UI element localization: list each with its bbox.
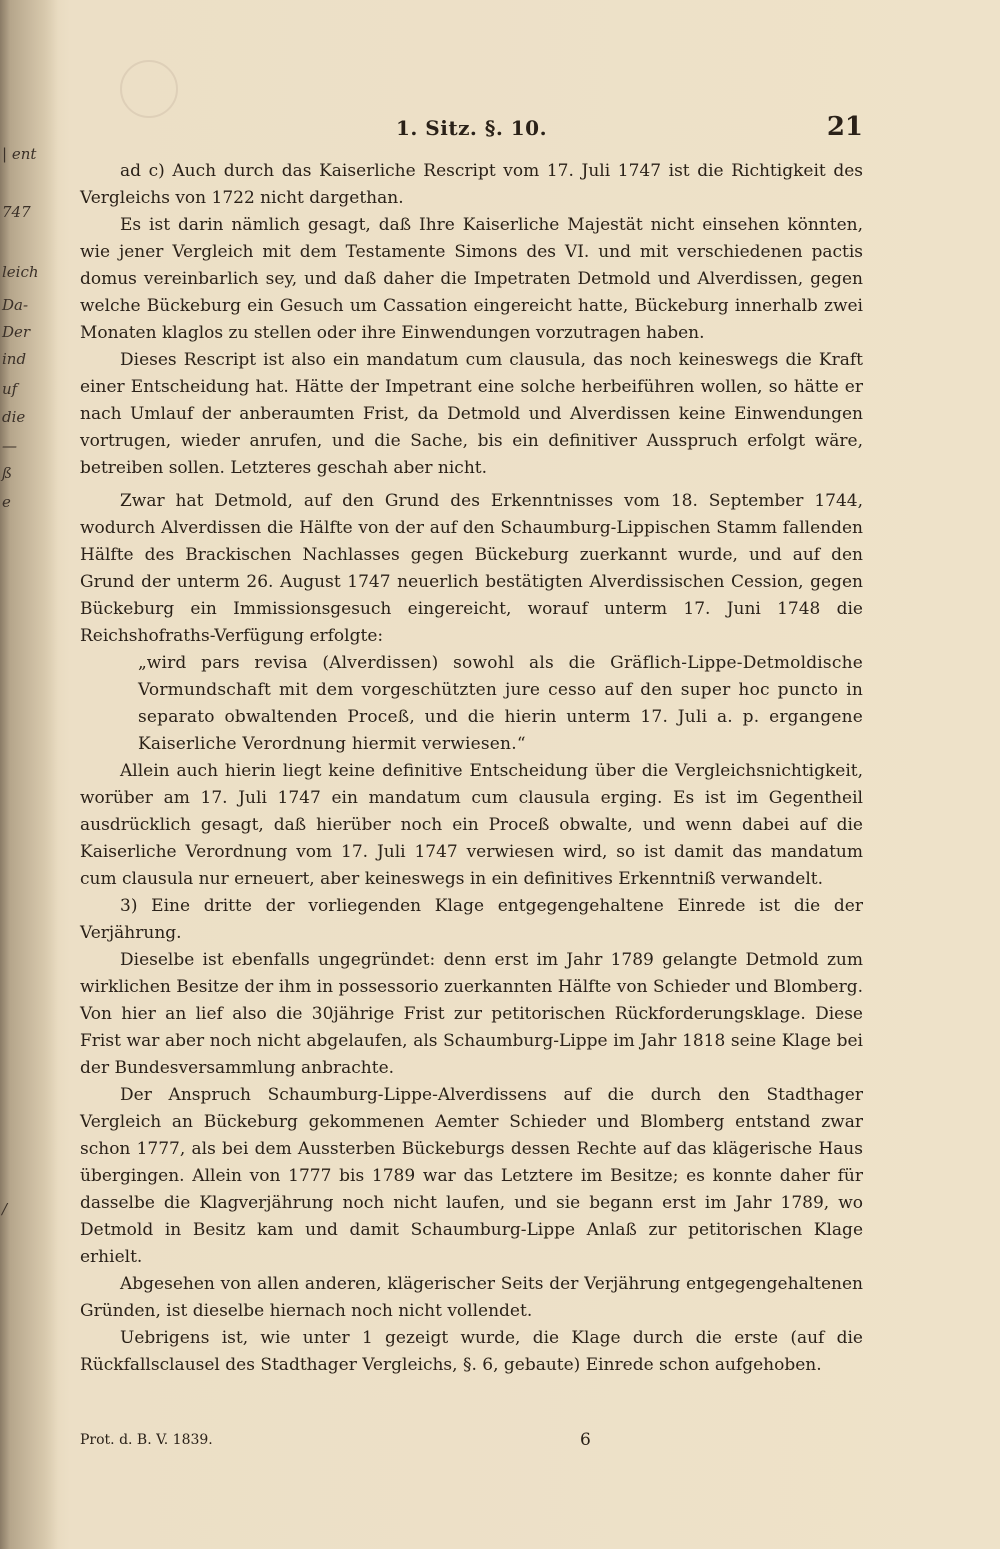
- library-stamp-watermark: [120, 60, 178, 118]
- gutter-text: ind: [2, 350, 27, 368]
- gutter-text: 747: [2, 203, 31, 221]
- gutter-text: | ent: [2, 145, 37, 163]
- paragraph: 3) Eine dritte der vorliegenden Klage entgegengehaltene Einrede ist die der Verjährung.: [80, 896, 863, 943]
- gutter-text: /: [2, 1200, 8, 1218]
- gutter-text: uf: [2, 380, 18, 398]
- page-header: [80, 112, 863, 148]
- paragraph: Abgesehen von allen anderen, klägerischer Seits der Verjährung entgegengehaltenen Gründen, ist dieselbe hiernach noch nicht vollendet.: [80, 1274, 863, 1321]
- paragraph: Es ist darin nämlich gesagt, daß Ihre Kaiserliche Majestät nicht einsehen könnten, wie jener Vergleich mit dem Testamente Simons des VI. und mit verschiedenen pactis domus vereinbarlich sey, und daß daher die Impetraten Detmold und Alverdissen, gegen welche Bückeburg ein Gesuch um Cassation eingereicht hatte, Bückeburg innerhalb zwei Monaten klaglos zu stellen oder ihre Einwendungen vorzutragen haben.: [80, 215, 863, 343]
- gutter-text: ß: [2, 464, 13, 482]
- paragraph: Zwar hat Detmold, auf den Grund des Erkenntnisses vom 18. September 1744, wodurch Alverdissen die Hälfte von der auf den Schaumburg-Lippischen Stamm fallenden Hälfte des Brackischen Nachlasses gegen Bückeburg zuerkannt wurde, und auf den Grund der unterm 26. August 1747 neuerlich bestätigten Alverdissischen Cession, gegen Bückeburg ein Immissionsgesuch eingereicht, worauf unterm 17. Juni 1748 die Reichshofraths-Verfügung erfolgte:: [80, 491, 863, 646]
- gutter-text: —: [2, 437, 17, 455]
- page-number: 21: [826, 112, 863, 142]
- paragraph: Dieses Rescript ist also ein mandatum cum clausula, das noch keineswegs die Kraft einer Entscheidung hat. Hätte der Impetrant eine solche herbeiführen wollen, so hätte er nach Umlauf der anberaumten Frist, da Detmold und Alverdissen keine Einwendungen vortrugen, wieder anrufen, und die Sache, bis ein definitiver Ausspruch erfolgt wäre, betreiben sollen. Letzteres geschah aber nicht.: [80, 350, 863, 478]
- paragraph: Der Anspruch Schaumburg-Lippe-Alverdissens auf die durch den Stadthager Vergleich an Bückeburg gekommenen Aemter Schieder und Blomberg entstand zwar schon 1777, als bei dem Aussterben Bückeburgs dessen Rechte auf das klägerische Haus übergingen. Allein von 1777 bis 1789 war das Letztere im Besitze; es konnte daher für dasselbe die Klagverjährung noch nicht laufen, und sie begann erst im Jahr 1789, wo Detmold in Besitz kam und damit Schaumburg-Lippe Anlaß zur petitorischen Klage erhielt.: [80, 1085, 863, 1267]
- binding-gutter: [0, 0, 58, 1549]
- gutter-text: e: [2, 493, 11, 511]
- paragraph: Allein auch hierin liegt keine definitive Entscheidung über die Vergleichsnichtigkeit, worüber am 17. Juli 1747 ein mandatum cum clausula erging. Es ist im Gegentheil ausdrücklich gesagt, daß hierüber noch ein Proceß obwalte, und wenn dabei auf die Kaiserliche Verordnung vom 17. Juli 1747 verwiesen wird, so ist damit das mandatum cum clausula nur erneuert, aber keineswegs in ein definitives Erkenntniß verwandelt.: [80, 761, 863, 889]
- gutter-text: Da-: [2, 296, 29, 314]
- running-head: 1. Sitz. §. 10.: [395, 116, 548, 140]
- gutter-text: leich: [2, 263, 39, 281]
- footer-signature: Prot. d. B. V. 1839.: [80, 1432, 213, 1448]
- body-text: [80, 158, 863, 1379]
- gutter-text: Der: [2, 323, 31, 341]
- gutter-text: die: [2, 408, 26, 426]
- page-footer: [80, 1430, 863, 1454]
- paragraph: ad c) Auch durch das Kaiserliche Rescript vom 17. Juli 1747 ist die Richtigkeit des Vergleichs von 1722 nicht dargethan.: [80, 161, 863, 208]
- paragraph: Dieselbe ist ebenfalls ungegründet: denn erst im Jahr 1789 gelangte Detmold zum wirklichen Besitze der ihm in possessorio zuerkannten Hälfte von Schieder und Blomberg. Von hier an lief also die 30jährige Frist zur petitorischen Rückforderungsklage. Diese Frist war aber noch nicht abgelaufen, als Schaumburg-Lippe im Jahr 1818 seine Klage bei der Bundesversammlung anbrachte.: [80, 950, 863, 1078]
- footer-sheet-mark: 6: [580, 1430, 591, 1450]
- paragraph: Uebrigens ist, wie unter 1 gezeigt wurde, die Klage durch die erste (auf die Rückfallsclausel des Stadthager Vergleichs, §. 6, gebaute) Einrede schon aufgehoben.: [80, 1328, 863, 1375]
- quoted-decree: „wird pars revisa (Alverdissen) sowohl als die Gräflich-Lippe-Detmoldische Vormundschaft mit dem vorgeschützten jure cesso auf den super hoc puncto in separato obwaltenden Proceß, und die hierin unterm 17. Juli a. p. ergangene Kaiserliche Verordnung hiermit verwiesen.“: [138, 653, 863, 754]
